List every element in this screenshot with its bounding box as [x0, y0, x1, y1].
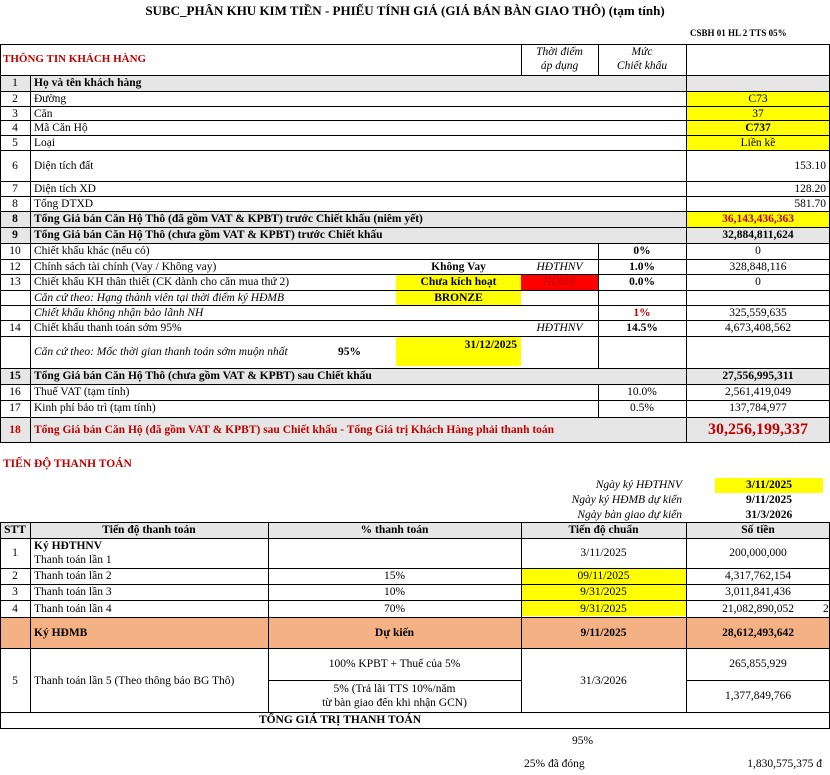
header-percent: % thanh toán — [360, 524, 429, 536]
early-payment-basis-label: Căn cứ theo: Mốc thời gian thanh toán sớm muộn nhất — [34, 346, 288, 358]
footer-paid-label: 25% đã đóng — [524, 758, 585, 770]
total-build-area-value: 581.70 — [794, 198, 826, 210]
row-no: 2 — [12, 93, 18, 105]
grand-total-value: 30,256,199,337 — [708, 421, 808, 438]
payment-4-date[interactable]: 9/31/2025 — [580, 603, 627, 615]
listed-price-label: Tổng Giá bán Căn Hộ Thô (đã gồm VAT & KPBT) trước Chiết khấu (niêm yết) — [34, 213, 423, 225]
maintenance-fee-pct: 0.5% — [630, 402, 654, 414]
side-mark: 2 — [823, 603, 829, 615]
sign-hdthnv-label: Ký HĐTHNV — [34, 540, 103, 552]
discount-header-line2: Chiết khấu — [616, 60, 668, 72]
payment-2-date[interactable]: 09/11/2025 — [577, 570, 630, 582]
header-amount: Số tiền — [741, 524, 775, 536]
finance-policy-value: 328,848,116 — [729, 261, 787, 273]
loyal-discount-label: Chiết khấu KH thân thiết (CK dành cho căn mua thứ 2) — [34, 276, 290, 288]
unit-label: Căn — [34, 108, 53, 120]
vat-value: 2,561,419,049 — [724, 386, 792, 398]
listed-price-value: 36,143,436,363 — [722, 213, 794, 225]
handover-date-label: Ngày bàn giao dự kiến — [577, 509, 682, 521]
build-area-label: Diện tích XD — [34, 183, 96, 195]
apartment-code-label: Mã Căn Hộ — [34, 122, 88, 134]
customer-info-heading: THÔNG TIN KHÁCH HÀNG — [3, 53, 147, 65]
payment-5-amount-1: 265,855,929 — [729, 658, 787, 670]
maintenance-fee-label: Kinh phí bảo trì (tạm tính) — [34, 402, 156, 414]
row-no: 6 — [12, 160, 18, 172]
payment-2-label: Thanh toán lần 2 — [34, 570, 112, 582]
payment-3-label: Thanh toán lần 3 — [34, 586, 112, 598]
other-discount-pct: 0% — [633, 245, 651, 257]
early-payment-basis-pct: 95% — [338, 346, 361, 358]
payment-1-label: Thanh toán lần 1 — [34, 554, 112, 566]
loyal-discount-option[interactable]: Chưa kích hoạt — [420, 276, 497, 288]
finance-policy-time: HĐTHNV — [536, 261, 583, 273]
street-label: Đường — [34, 93, 67, 105]
membership-tier[interactable]: BRONZE — [434, 292, 483, 304]
early-payment-time: HĐTHNV — [536, 322, 583, 334]
table-row: 2 — [12, 570, 18, 582]
type-label: Loại — [34, 137, 56, 149]
finance-policy-label: Chính sách tài chính (Vay / Không vay) — [34, 261, 217, 273]
grand-total-label: Tổng Giá bán Căn Hộ (đã gồm VAT & KPBT) sau Chiết khấu - Tổng Giá trị Khách Hàng phải thanh toán — [34, 424, 555, 436]
no-guarantee-label: Chiết khấu không nhận bảo lãnh NH — [34, 307, 204, 319]
footer-paid-value: 1,830,575,375 đ — [747, 758, 822, 770]
loyal-discount-time: HĐMB — [542, 276, 577, 288]
total-build-area-label: Tổng DTXD — [34, 198, 94, 210]
row-no: 1 — [12, 77, 18, 89]
applied-time-header: Thời điểm — [536, 46, 583, 58]
footer-pct-label: 95% — [572, 735, 594, 747]
payment-4-amount: 21,082,890,052 — [722, 603, 794, 615]
contract-sign-date-label: Ngày ký HĐTHNV — [595, 479, 682, 491]
row-no: 8 — [12, 213, 18, 225]
applied-time-header-line2: áp dụng — [540, 60, 579, 72]
payment-3-date[interactable]: 9/31/2025 — [580, 586, 627, 598]
policy-code: CSBH 01 HL 2 TTS 05% — [690, 28, 787, 38]
early-payment-value: 4,673,408,562 — [724, 322, 792, 334]
finance-policy-option[interactable]: Không Vay — [431, 261, 486, 273]
table-row: 4 — [12, 603, 18, 615]
payment-1-amount: 200,000,000 — [729, 547, 787, 559]
early-payment-deadline[interactable]: 31/12/2025 — [464, 339, 517, 351]
payment-2-pct: 15% — [383, 570, 406, 582]
table-row: 5 — [12, 675, 18, 687]
sale-contract-date-value: 9/11/2025 — [745, 494, 792, 506]
row-no: 8 — [12, 198, 18, 210]
loyal-discount-pct: 0.0% — [629, 276, 655, 288]
other-discount-label: Chiết khấu khác (nếu có) — [34, 245, 150, 257]
loyal-discount-value: 0 — [755, 276, 761, 288]
row-no: 17 — [9, 402, 21, 414]
row-no: 15 — [9, 370, 21, 382]
land-area-label: Diện tích đất — [34, 160, 94, 172]
payment-5-date: 31/3/2026 — [580, 675, 627, 687]
row-no: 7 — [12, 183, 18, 195]
discount-header: Mức — [631, 46, 653, 58]
row-no: 9 — [12, 229, 18, 241]
sign-hdmb-date: 9/11/2025 — [580, 627, 627, 639]
payment-4-label: Thanh toán lần 4 — [34, 603, 112, 615]
payment-4-pct: 70% — [383, 603, 406, 615]
page-title: SUBC_PHÂN KHU KIM TIỀN - PHIẾU TÍNH GIÁ (GIÁ BÁN BÀN GIAO THÔ) (tạm tính) — [145, 3, 665, 18]
payment-5-sub2a: 5% (Trả lãi TTS 10%/năm — [333, 683, 456, 695]
row-no: 12 — [9, 261, 21, 273]
customer-name-label: Họ và tên khách hàng — [34, 77, 142, 89]
land-area-value: 153.10 — [794, 160, 826, 172]
vat-pct: 10.0% — [627, 386, 657, 398]
type-value: Liền kề — [740, 137, 776, 149]
row-no: 14 — [9, 322, 21, 334]
other-discount-value: 0 — [755, 245, 761, 257]
apartment-code-value: C737 — [745, 122, 771, 134]
membership-basis-label: Căn cứ theo: Hạng thành viên tại thời điểm ký HĐMB — [34, 292, 285, 304]
build-area-value: 128.20 — [794, 183, 826, 195]
unit-value: 37 — [752, 108, 764, 120]
street-value: C73 — [748, 93, 768, 105]
sign-hdmb-amount: 28,612,493,642 — [722, 627, 794, 639]
no-guarantee-pct: 1% — [633, 307, 651, 319]
payment-progress-heading: TIẾN ĐỘ THANH TOÁN — [3, 458, 132, 470]
price-after-discount-label: Tổng Giá bán Căn Hộ Thô (chưa gồm VAT & KPBT) sau Chiết khấu — [34, 370, 372, 382]
early-payment-label: Chiết khấu thanh toán sớm 95% — [34, 322, 182, 334]
sign-hdmb-label: Ký HĐMB — [34, 627, 88, 639]
sale-contract-date-label: Ngày ký HĐMB dự kiến — [571, 494, 682, 506]
payment-3-amount: 3,011,841,436 — [725, 586, 791, 598]
header-standard-date: Tiến độ chuẩn — [568, 524, 639, 536]
row-no: 3 — [12, 108, 18, 120]
handover-date-value: 31/3/2026 — [745, 509, 793, 521]
payment-1-date: 3/11/2025 — [580, 547, 627, 559]
header-progress: Tiến độ thanh toán — [102, 524, 196, 536]
row-no: 10 — [9, 245, 21, 257]
no-guarantee-value: 325,559,635 — [729, 307, 787, 319]
price-after-discount-value: 27,556,995,311 — [722, 370, 794, 382]
payment-5-sub1: 100% KPBT + Thuế của 5% — [328, 658, 461, 670]
row-no: 4 — [12, 122, 18, 134]
row-no: 5 — [12, 137, 18, 149]
payment-2-amount: 4,317,762,154 — [724, 570, 792, 582]
payment-5-sub2b: từ bàn giao đến khi nhận GCN) — [322, 697, 467, 709]
total-payment-label: TỔNG GIÁ TRỊ THANH TOÁN — [258, 714, 422, 726]
row-no: 13 — [9, 276, 21, 288]
price-before-discount-label: Tổng Giá bán Căn Hộ Thô (chưa gồm VAT & KPBT) trước Chiết khấu — [34, 229, 383, 241]
finance-policy-pct: 1.0% — [629, 261, 655, 273]
payment-5-label: Thanh toán lần 5 (Theo thông báo BG Thô) — [34, 675, 235, 687]
payment-3-pct: 10% — [383, 586, 406, 598]
maintenance-fee-value: 137,784,977 — [729, 402, 787, 414]
price-before-discount-value: 32,884,811,624 — [722, 229, 794, 241]
row-no: 18 — [9, 424, 21, 436]
contract-sign-date-value[interactable]: 3/11/2025 — [745, 479, 792, 491]
table-row: 3 — [12, 586, 18, 598]
early-payment-pct: 14.5% — [626, 322, 658, 334]
sign-hdmb-status: Dự kiến — [374, 627, 415, 639]
payment-5-amount-2: 1,377,849,766 — [724, 690, 792, 702]
row-no: 16 — [9, 386, 21, 398]
table-row: 1 — [12, 547, 18, 559]
vat-label: Thuế VAT (tạm tính) — [34, 386, 130, 398]
header-stt: STT — [4, 524, 26, 536]
